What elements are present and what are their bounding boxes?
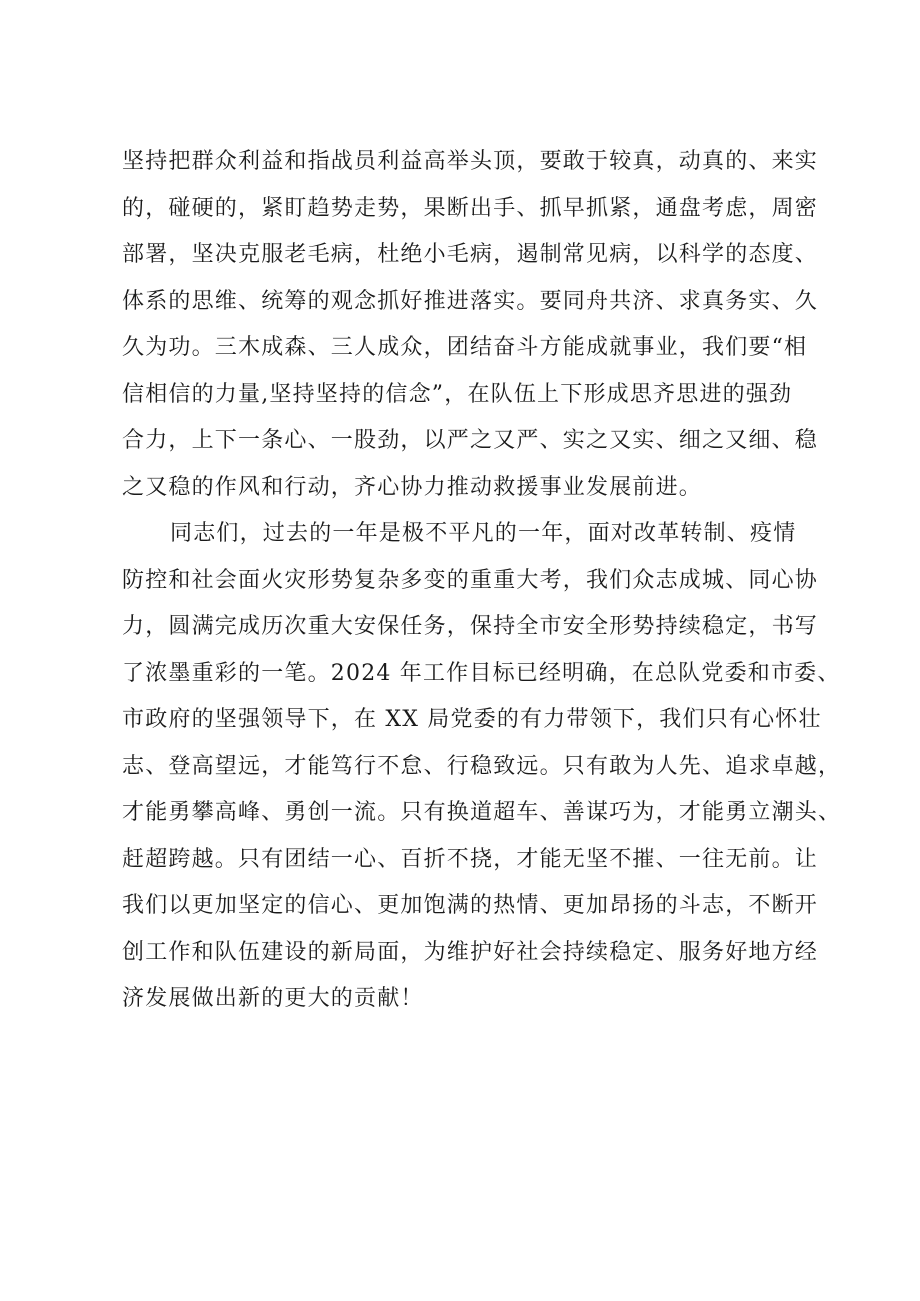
paragraph-line: 之又稳的作风和行动，齐心协力推动救援事业发展前进。 bbox=[122, 474, 703, 500]
paragraph-line: 我们以更加坚定的信心、更加饱满的热情、更加昂扬的斗志，不断开 bbox=[122, 893, 819, 918]
paragraph-line: 坚持把群众利益和指战员利益高举头顶，要敢于较真，动真的、来实 bbox=[122, 149, 819, 174]
paragraph-line: 市政府的坚强领导下，在 XX 局党委的有力带领下，我们只有心怀壮 bbox=[122, 707, 822, 732]
paragraph-line: 久为功。三木成森、三人成众，团结奋斗方能成就事业，我们要“相 bbox=[122, 335, 808, 360]
paragraph-line: 了浓墨重彩的一笔。2024 年工作目标已经明确，在总队党委和市委、 bbox=[122, 660, 841, 686]
paragraph-line: 创工作和队伍建设的新局面，为维护好社会持续稳定、服务好地方经 bbox=[122, 939, 819, 965]
paragraph-line: 合力，上下一条心、一股劲，以严之又严、实之又实、细之又细、稳 bbox=[122, 428, 819, 453]
paragraph-line: 济发展做出新的更大的贡献！ bbox=[122, 986, 424, 1011]
paragraph-line: 体系的思维、统筹的观念抓好推进落实。要同舟共济、求真务实、久 bbox=[122, 288, 819, 314]
paragraph-line: 信相信的力量,坚持坚持的信念”，在队伍上下形成思齐思进的强劲 bbox=[122, 381, 793, 407]
paragraph-line: 才能勇攀高峰、勇创一流。只有换道超车、善谋巧为，才能勇立潮头、 bbox=[122, 800, 842, 825]
paragraph-line: 赶超跨越。只有团结一心、百折不挠，才能无坚不摧、一往无前。让 bbox=[122, 846, 819, 872]
paragraph-line: 部署，坚决克服老毛病，杜绝小毛病，遏制常见病，以科学的态度、 bbox=[122, 242, 819, 267]
paragraph-line: 防控和社会面火灾形势复杂多变的重重大考，我们众志成城、同心协 bbox=[122, 567, 819, 593]
document-body bbox=[122, 139, 842, 1023]
paragraph-line: 志、登高望远，才能笃行不怠、行稳致远。只有敢为人先、追求卓越， bbox=[122, 753, 842, 779]
paragraph-2 bbox=[122, 511, 842, 1023]
paragraph-line: 力，圆满完成历次重大安保任务，保持全市安全形势持续稳定，书写 bbox=[122, 614, 819, 639]
paragraph-1 bbox=[122, 139, 822, 511]
paragraph-line: 同志们，过去的一年是极不平凡的一年，面对改革转制、疫情 bbox=[170, 521, 797, 546]
paragraph-line: 的，碰硬的，紧盯趋势走势，果断出手、抓早抓紧，通盘考虑，周密 bbox=[122, 195, 819, 221]
